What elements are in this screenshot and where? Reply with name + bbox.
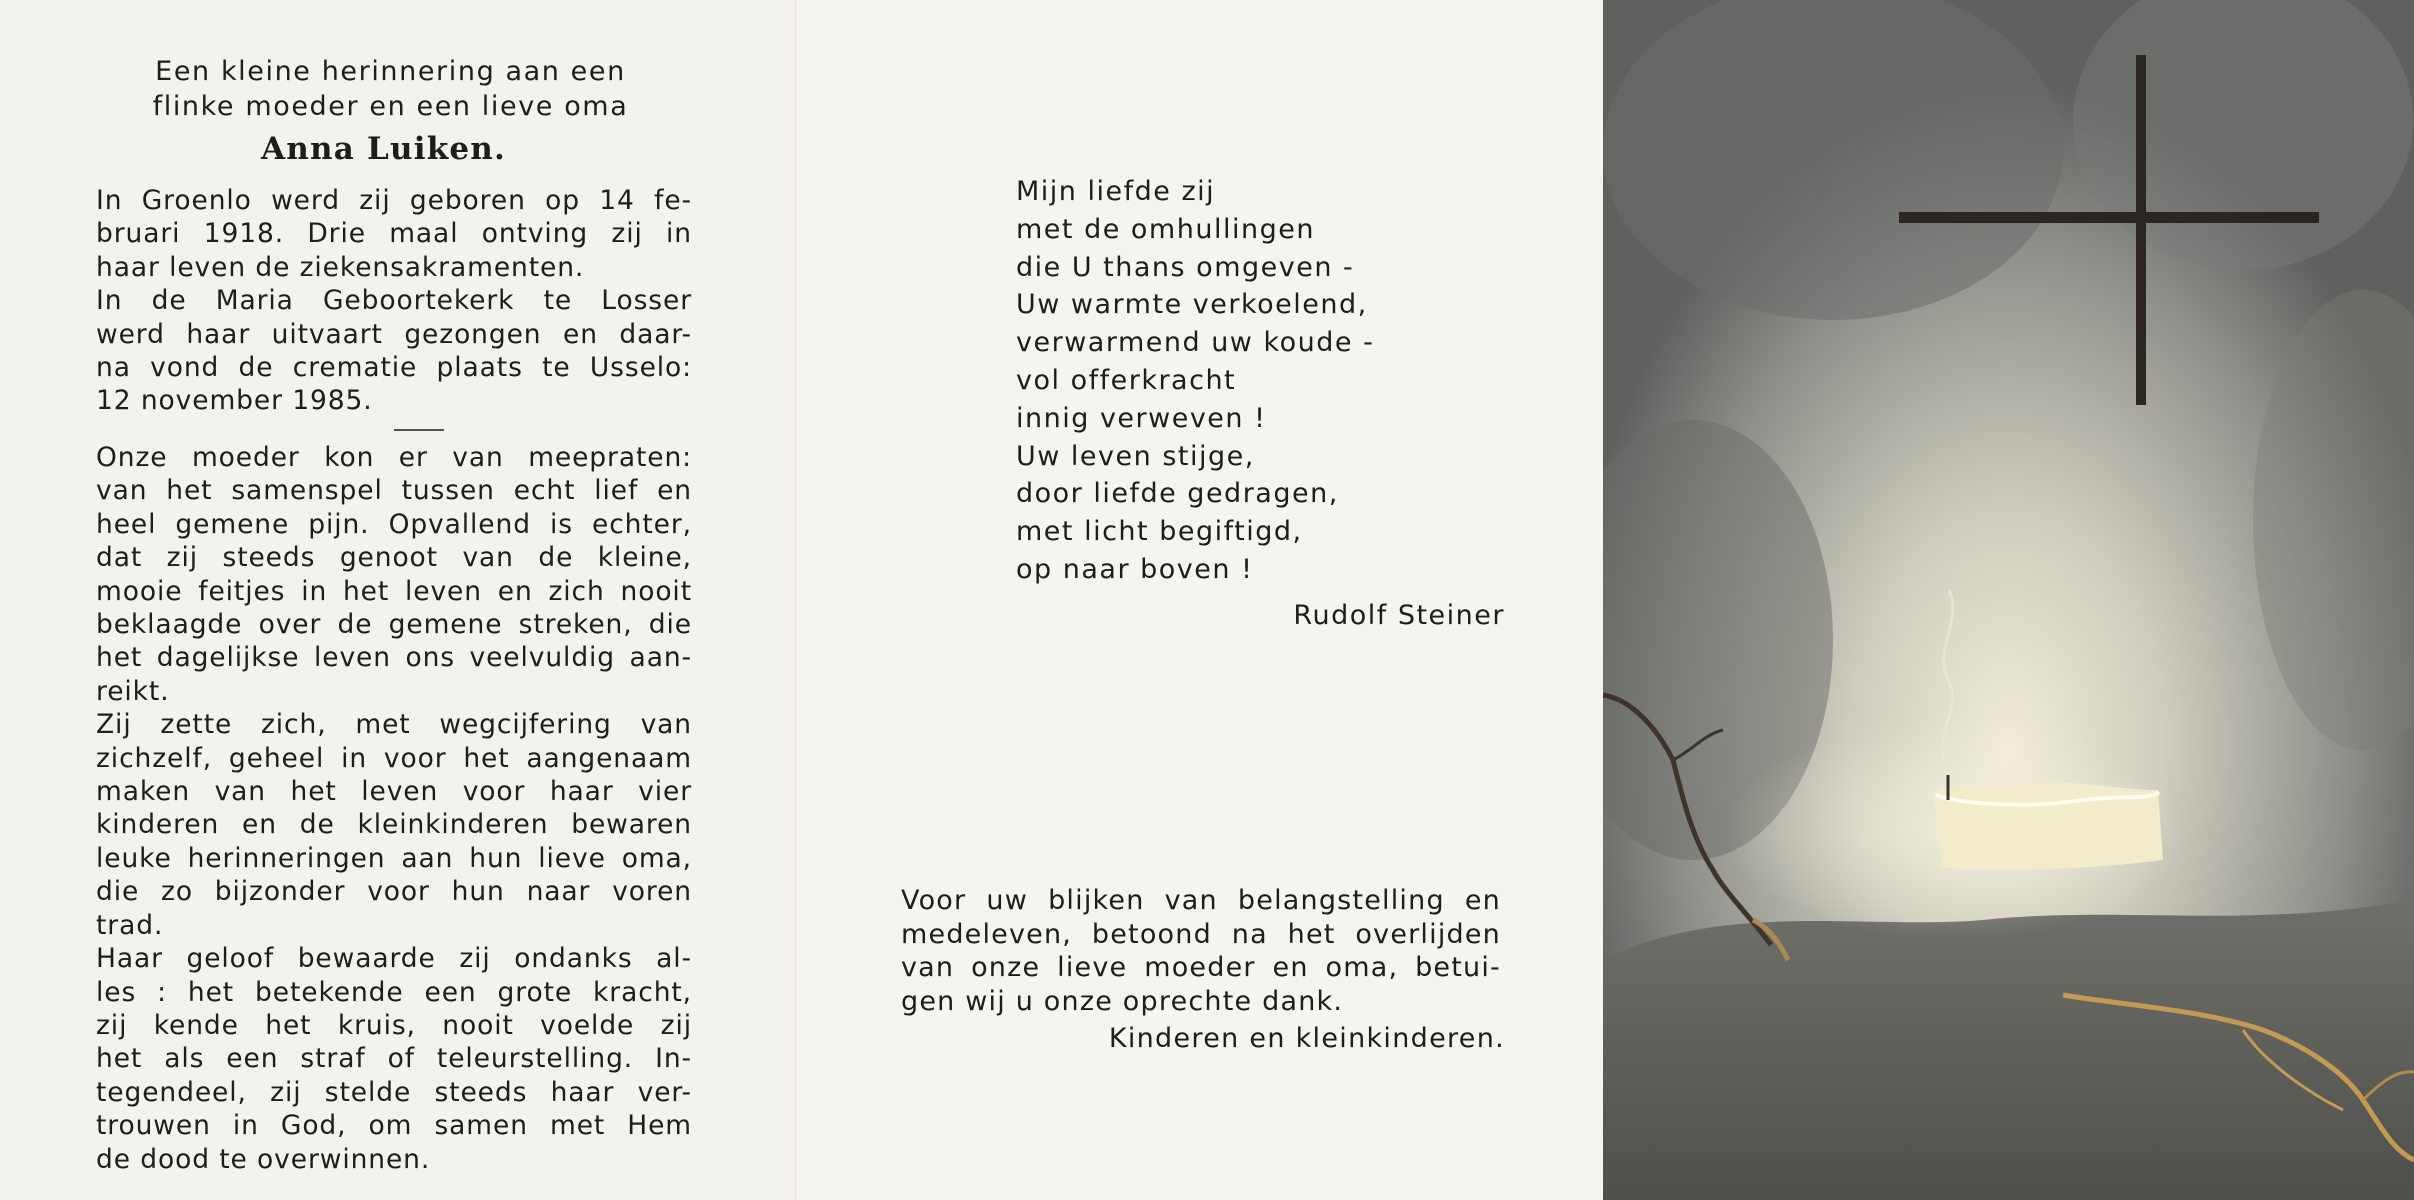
bio-line: In de Maria Geboortekerk te Losser (96, 285, 692, 317)
middle-panel (795, 0, 1603, 1200)
cross-vertical (2136, 55, 2146, 405)
story-line: de dood te overwinnen. (96, 1143, 431, 1175)
painting-panel (1603, 0, 2414, 1200)
left-panel (0, 0, 795, 1200)
bio-line: na vond de crematie plaats te Usselo: (96, 352, 692, 384)
poem-line: verwarmend uw koude - (1016, 327, 1375, 359)
thanks-line: medeleven, betoond na het overlijden (901, 918, 1501, 950)
poem-line: Uw warmte verkoelend, (1016, 289, 1368, 321)
story-line: reikt. (96, 675, 170, 707)
divider (394, 429, 444, 431)
thank-you-note (901, 884, 1501, 1018)
poem-author: Rudolf Steiner (1293, 600, 1505, 631)
story-line: het als een straf of teleurstelling. In- (96, 1043, 692, 1075)
story-line: leuke herinneringen aan hun lieve oma, (96, 842, 692, 874)
biography (96, 184, 692, 418)
poem-line: die U thans omgeven - (1016, 251, 1355, 283)
ground (1603, 900, 2414, 1200)
cross-horizontal (1899, 212, 2319, 223)
poem-line: Uw leven stijge, (1016, 440, 1255, 472)
poem-line: met licht begiftigd, (1016, 516, 1303, 548)
story-line: trouwen in God, om samen met Hem (96, 1110, 692, 1142)
story-line: tegendeel, zij stelde steeds haar ver- (96, 1076, 692, 1108)
intro-line: flinke moeder en een lieve oma (152, 91, 629, 122)
story-line: maken van het leven voor haar vier (96, 776, 692, 808)
poem-line: Mijn liefde zij (1016, 176, 1216, 207)
story-line: het dagelijkse leven ons veelvuldig aan- (96, 642, 692, 674)
poem-line: op naar boven ! (1016, 553, 1254, 585)
poem (1016, 173, 1374, 589)
bio-line: bruari 1918. Drie maal ontving zij in (96, 218, 692, 250)
story-line: trad. (96, 909, 164, 941)
story-line: zichzelf, geheel in voor het aangenaam (96, 742, 692, 774)
story-line: kinderen en de kleinkinderen bewaren (96, 809, 692, 841)
story-line: Haar geloof bewaarde zij ondanks al- (96, 943, 692, 975)
poem-line: met de omhullingen (1016, 213, 1315, 245)
intro-line: Een kleine herinnering aan een (155, 56, 626, 87)
bio-line: werd haar uitvaart gezongen en daar- (96, 318, 692, 350)
thanks-line: gen wij u onze oprechte dank. (901, 985, 1344, 1017)
bio-line: 12 november 1985. (96, 385, 373, 417)
intro-text (0, 54, 795, 124)
story-line: Onze moeder kon er van meepraten: (96, 442, 692, 473)
candle-cross-painting (1603, 0, 2414, 1200)
story-line: beklaagde over de gemene streken, die (96, 609, 692, 641)
story-line: dat zij steeds genoot van de kleine, (96, 542, 692, 574)
story-line: les : het betekende een grote kracht, (96, 976, 692, 1008)
story-line: heel gemene pijn. Opvallend is echter, (96, 508, 692, 540)
story-line: Zij zette zich, met wegcijfering van (96, 709, 692, 741)
family-signature: Kinderen en kleinkinderen. (1108, 1023, 1505, 1054)
poem-line: innig verweven ! (1016, 402, 1267, 434)
poem-line: vol offerkracht (1016, 364, 1237, 396)
poem-line: door liefde gedragen, (1016, 478, 1339, 510)
bio-line: In Groenlo werd zij geboren op 14 fe- (96, 185, 692, 216)
story-line: die zo bijzonder voor hun naar voren (96, 876, 692, 908)
bio-line: haar leven de ziekensakramenten. (96, 251, 585, 283)
story-line: zij kende het kruis, nooit voelde zij (96, 1009, 692, 1041)
thanks-line: Voor uw blijken van belangstelling en (901, 885, 1501, 916)
thanks-line: van onze lieve moeder en oma, betui- (901, 952, 1501, 984)
story-line: van het samenspel tussen echt lief en (96, 475, 692, 507)
story-line: mooie feitjes in het leven en zich nooit (96, 575, 692, 607)
deceased-name: Anna Luiken. (260, 131, 507, 167)
memorial-text (96, 441, 692, 1176)
